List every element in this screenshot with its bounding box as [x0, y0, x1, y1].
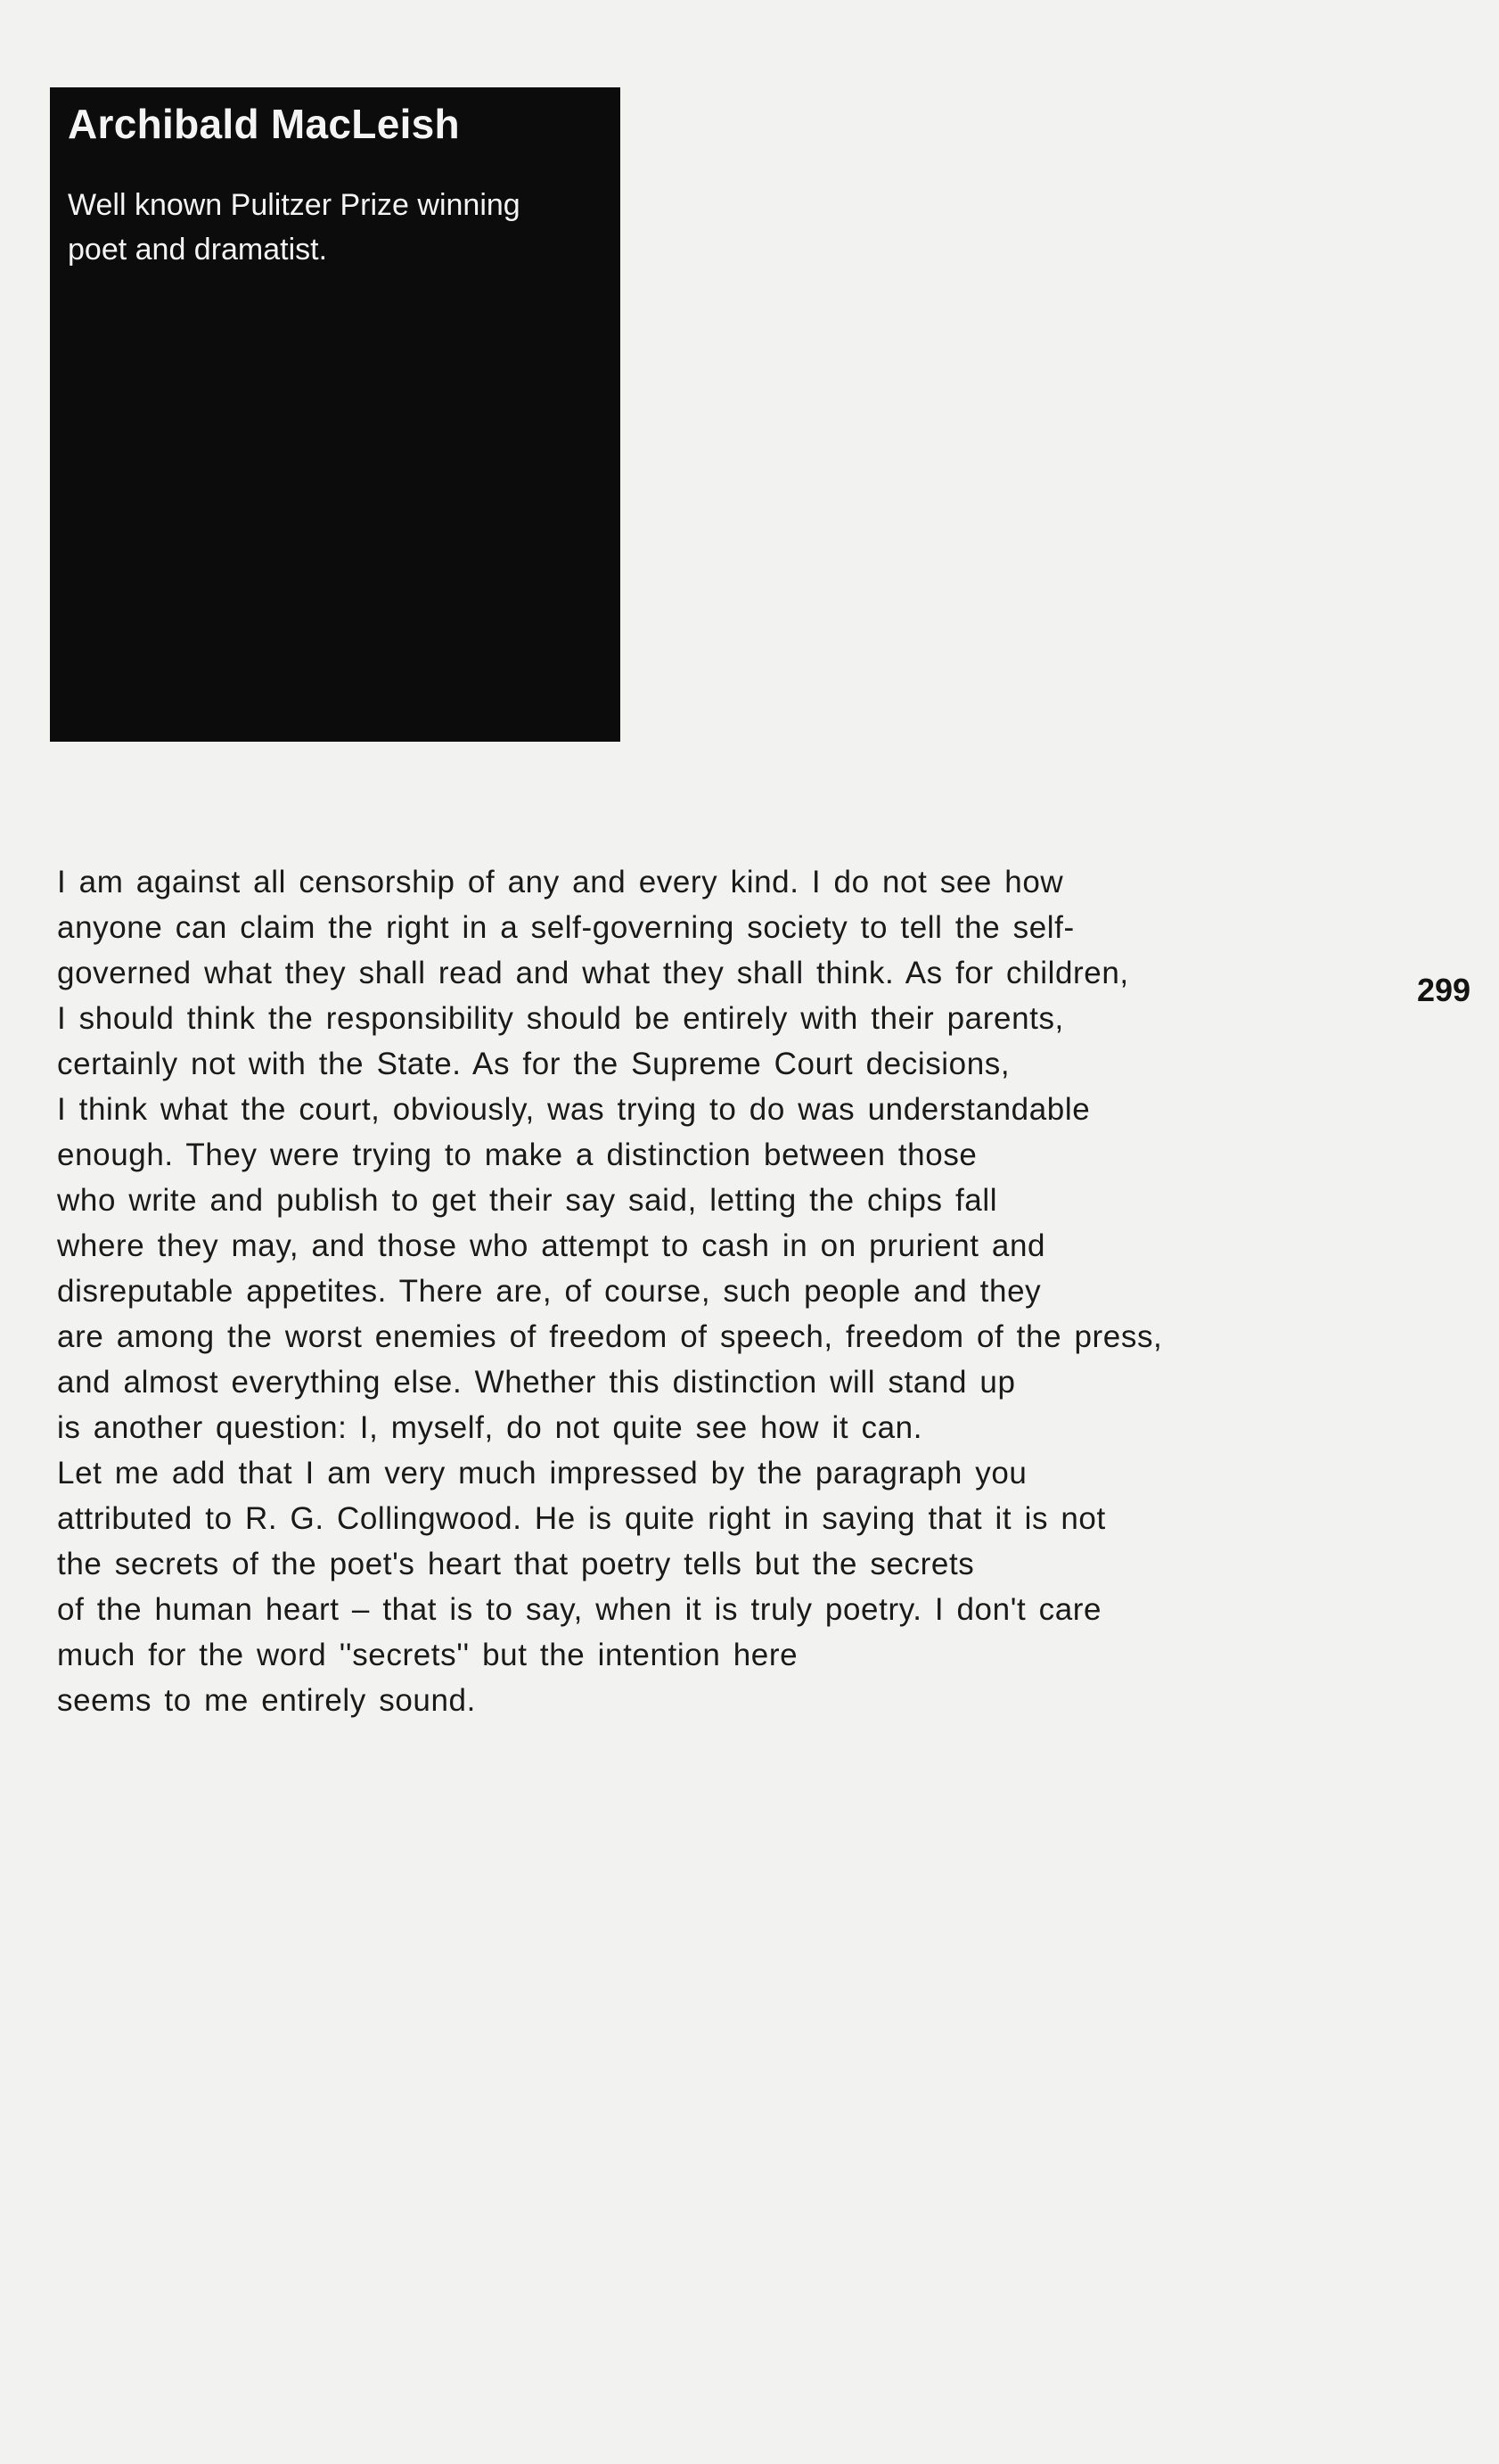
body-line: governed what they shall read and what they shall think. As for children, — [57, 956, 1129, 990]
body-line: enough. They were trying to make a distinction between those — [57, 1138, 978, 1172]
author-description-line: Well known Pulitzer Prize winning — [68, 188, 520, 223]
author-name: Archibald MacLeish — [68, 101, 460, 147]
body-line: I am against all censorship of any and every kind. I do not see how — [57, 865, 1064, 899]
body-line: is another question: I, myself, do not quite see how it can. — [57, 1410, 923, 1445]
letter-body — [57, 859, 1251, 1723]
body-line: where they may, and those who attempt to cash in on prurient and — [57, 1228, 1046, 1263]
body-line: I should think the responsibility should be entirely with their parents, — [57, 1001, 1064, 1036]
body-line: are among the worst enemies of freedom of speech, freedom of the press, — [57, 1319, 1163, 1354]
body-line: anyone can claim the right in a self-governing society to tell the self- — [57, 910, 1075, 945]
body-line: I think what the court, obviously, was trying to do was understandable — [57, 1092, 1091, 1127]
author-bio-box — [50, 87, 620, 742]
author-description — [68, 183, 602, 272]
body-line: disreputable appetites. There are, of course, such people and they — [57, 1274, 1042, 1309]
body-line: and almost everything else. Whether this distinction will stand up — [57, 1365, 1016, 1400]
author-description-line: poet and dramatist. — [68, 233, 328, 267]
body-line: of the human heart – that is to say, when it is truly poetry. I don't care — [57, 1592, 1102, 1627]
body-line: attributed to R. G. Collingwood. He is quite right in saying that it is not — [57, 1501, 1106, 1536]
body-line: who write and publish to get their say said, letting the chips fall — [57, 1183, 998, 1218]
body-line: Let me add that I am very much impressed by the paragraph you — [57, 1456, 1028, 1491]
body-line: seems to me entirely sound. — [57, 1683, 476, 1718]
body-line: certainly not with the State. As for the Supreme Court decisions, — [57, 1047, 1011, 1081]
body-line: the secrets of the poet's heart that poetry tells but the secrets — [57, 1547, 975, 1581]
body-line: much for the word ''secrets'' but the intention here — [57, 1638, 799, 1672]
page-number: 299 — [1417, 972, 1471, 1008]
